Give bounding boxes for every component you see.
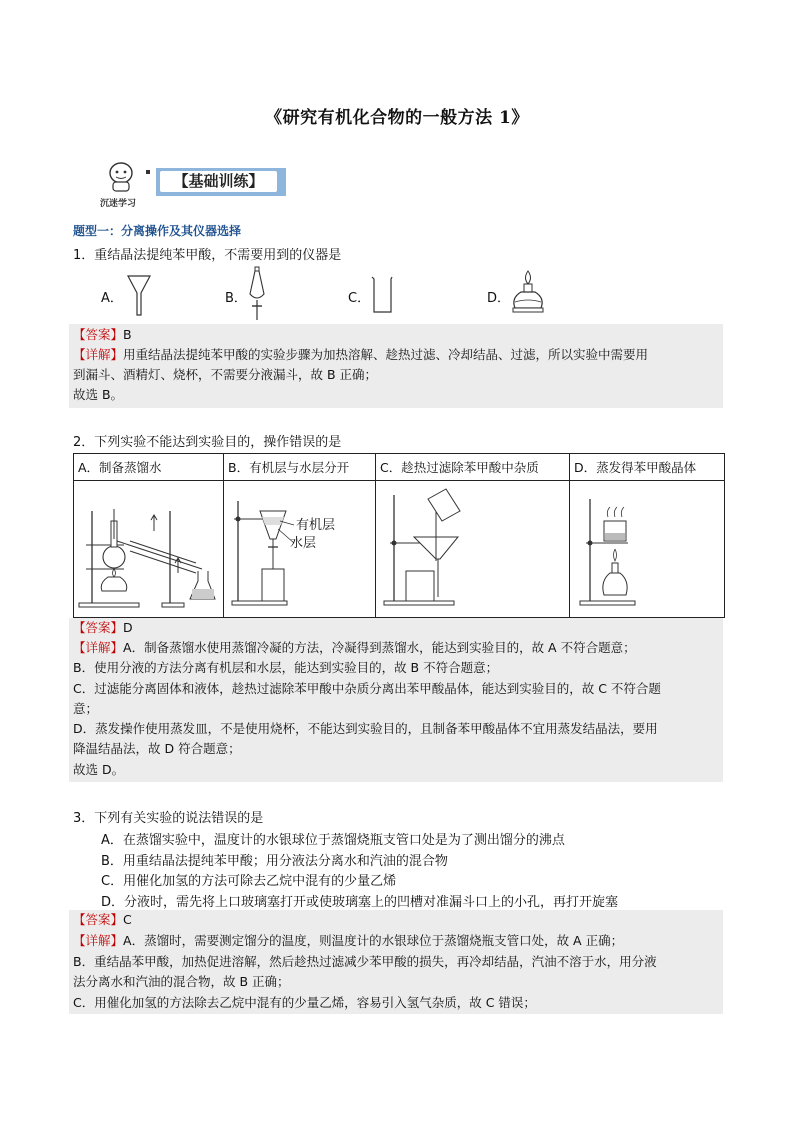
- q1-option-c-label: C．: [348, 291, 371, 306]
- table-header-cell: B．有机层与水层分开: [224, 454, 376, 481]
- q3-answer-line: [73, 910, 132, 930]
- q3-answer-block: [69, 910, 723, 1014]
- section-heading: 题型一：分离操作及其仪器选择: [73, 224, 242, 238]
- section-banner: [156, 168, 286, 196]
- detail-text: 降温结晶法，故 D 符合题意；: [73, 741, 241, 756]
- evaporation-apparatus-icon: [570, 481, 724, 614]
- q2-stem: 2．下列实验不能达到实验目的，操作错误的是: [73, 435, 342, 450]
- distillation-figure-cell: [74, 481, 224, 618]
- detail-text: A．蒸馏时，需要测定馏分的温度，则温度计的水银球位于蒸馏烧瓶支管口处，故 A 正确；: [123, 933, 624, 948]
- detail-text: B．使用分液的方法分离有机层和水层，能达到实验目的，故 B 不符合题意；: [73, 660, 499, 675]
- answer-tag: 【答案】: [73, 620, 124, 635]
- detail-text: C．用催化加氢的方法除去乙烷中混有的少量乙烯，容易引入氢气杂质，故 C 错误；: [73, 995, 536, 1010]
- answer-value: C: [123, 912, 132, 927]
- separatory-funnel-apparatus-icon: [224, 481, 375, 614]
- funnel-icon: [126, 273, 152, 317]
- q1-option-b-label: B．: [225, 291, 247, 306]
- table-header-cell: C．趁热过滤除苯甲酸中杂质: [376, 454, 570, 481]
- answer-tag: 【答案】: [73, 912, 124, 927]
- q2-answer-line: [73, 618, 133, 638]
- detail-text: 到漏斗、酒精灯、烧杯，不需要分液漏斗，故 B 正确；: [73, 367, 378, 382]
- separation-figure-cell: [224, 481, 376, 618]
- q2-answer-block: [69, 618, 723, 782]
- detail-text: 法分离水和汽油的混合物，故 B 正确；: [73, 974, 290, 989]
- water-layer-label: 水层: [290, 536, 317, 551]
- detail-text: B．重结晶苯甲酸，加热促进溶解，然后趁热过滤减少苯甲酸的损失，再冷却结晶，汽油不溶于水，用分液: [73, 954, 657, 969]
- q1-answer-block: [69, 324, 723, 408]
- q3-detail-line: [73, 931, 623, 951]
- q2-options-table: [73, 453, 725, 618]
- mascot-icon: [103, 160, 139, 194]
- detail-text: A．制备蒸馏水使用蒸馏冷凝的方法，冷凝得到蒸馏水，能达到实验目的，故 A 不符合题意；: [123, 640, 636, 655]
- detail-text: C．过滤能分离固体和液体，趁热过滤除苯甲酸中杂质分离出苯甲酸晶体，能达到实验目的，故 C 不符合题: [73, 681, 661, 696]
- q1-option-d-label: D．: [487, 291, 511, 306]
- banner-dot: [146, 170, 150, 174]
- detail-text: 故选 D。: [73, 762, 125, 777]
- q3-option-a: A．在蒸馏实验中，温度计的水银球位于蒸馏烧瓶支管口处是为了测出馏分的沸点: [101, 833, 565, 848]
- detail-tag: 【详解】: [73, 933, 124, 948]
- answer-tag: 【答案】: [73, 327, 124, 342]
- table-header-cell: A．制备蒸馏水: [74, 454, 224, 481]
- q3-stem: 3．下列有关实验的说法错误的是: [73, 811, 264, 826]
- detail-tag: 【详解】: [73, 640, 124, 655]
- organic-layer-label: 有机层: [296, 518, 336, 533]
- detail-tag: 【详解】: [73, 347, 124, 362]
- page-title: 《研究有机化合物的一般方法 1》: [265, 108, 529, 128]
- table-header-cell: D．蒸发得苯甲酸晶体: [570, 454, 725, 481]
- beaker-icon: [370, 275, 394, 315]
- q1-stem: 1．重结晶法提纯苯甲酸，不需要用到的仪器是: [73, 248, 342, 263]
- answer-value: B: [123, 327, 132, 342]
- q1-option-a-label: A．: [101, 291, 123, 306]
- q2-detail-line: [73, 638, 636, 658]
- alcohol-lamp-icon: [509, 268, 547, 316]
- q3-option-d: D．分液时，需先将上口玻璃塞打开或使玻璃塞上的凹槽对准漏斗口上的小孔，再打开旋塞: [101, 895, 619, 910]
- detail-text: 意；: [73, 701, 99, 716]
- q3-option-c: C．用催化加氢的方法可除去乙烷中混有的少量乙烯: [101, 874, 397, 889]
- detail-text: 故选 B。: [73, 387, 124, 402]
- detail-text: D．蒸发操作使用蒸发皿，不是使用烧杯，不能达到实验目的，且制备苯甲酸晶体不宜用蒸发结晶法，要用: [73, 721, 658, 736]
- banner-label: 【基础训练】: [160, 171, 277, 192]
- filtration-apparatus-icon: [376, 481, 569, 614]
- q1-detail-line: [73, 345, 648, 365]
- detail-text: 用重结晶法提纯苯甲酸的实验步骤为加热溶解、趁热过滤、冷却结晶、过滤，所以实验中需要用: [123, 347, 649, 362]
- distillation-apparatus-icon: [74, 481, 223, 614]
- separatory-funnel-icon: [246, 266, 268, 322]
- banner-caption: 沉迷学习: [100, 199, 137, 209]
- q1-answer-line: [73, 325, 132, 345]
- evaporation-figure-cell: [570, 481, 725, 618]
- answer-value: D: [123, 620, 133, 635]
- q3-option-b: B．用重结晶法提纯苯甲酸；用分液法分离水和汽油的混合物: [101, 854, 448, 869]
- filtration-figure-cell: [376, 481, 570, 618]
